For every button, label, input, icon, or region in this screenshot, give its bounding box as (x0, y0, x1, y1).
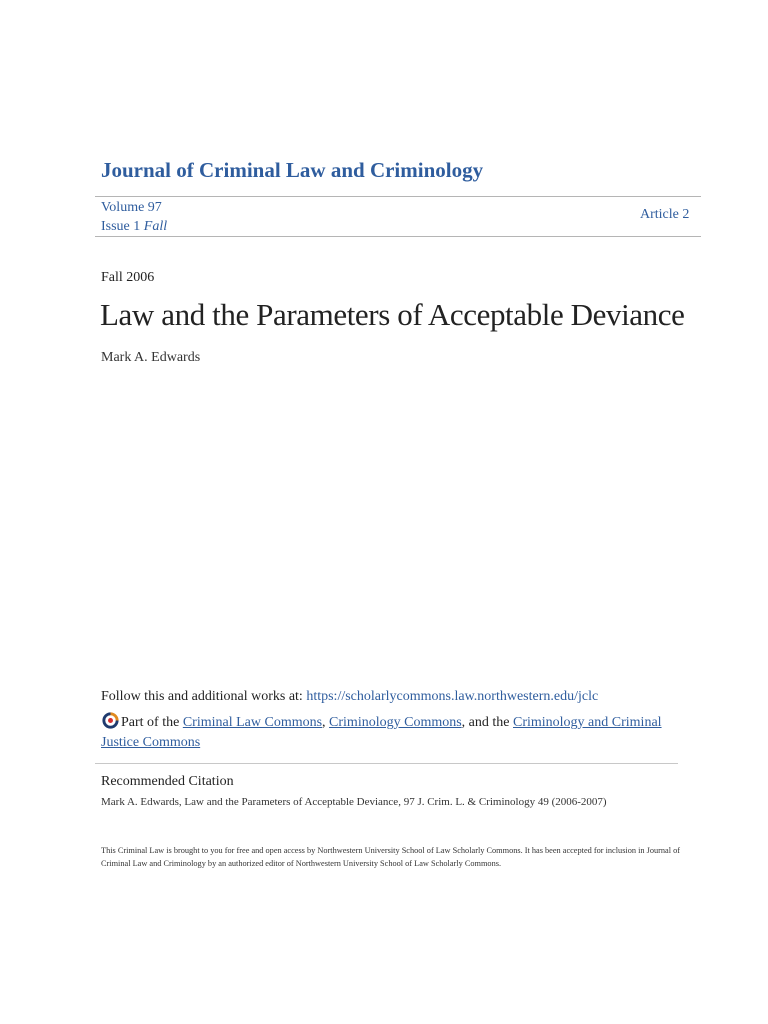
part-of-prefix: Part of the (121, 715, 183, 730)
criminology-commons-link[interactable]: Criminology Commons (329, 715, 462, 730)
article-number[interactable]: Article 2 (640, 207, 690, 222)
article-title: Law and the Parameters of Acceptable Deviance (100, 297, 685, 332)
bepress-network-icon (101, 711, 120, 730)
repository-url-link[interactable]: https://scholarlycommons.law.northwestern.edu/jclc (306, 689, 599, 704)
criminology-criminal-justice-commons-link[interactable]: Criminology and Criminal Justice Commons (101, 715, 662, 750)
issue-season[interactable]: Fall (143, 219, 168, 234)
part-of-line (101, 711, 681, 753)
header-divider-top (95, 196, 701, 197)
follow-line (101, 689, 598, 705)
article-author: Mark A. Edwards (101, 350, 201, 365)
recommended-citation-heading: Recommended Citation (101, 774, 234, 789)
volume-issue-block (101, 198, 167, 236)
citation-divider (95, 763, 678, 764)
criminal-law-commons-link[interactable]: Criminal Law Commons (182, 715, 323, 730)
issue-label[interactable] (101, 217, 167, 236)
follow-prefix: Follow this and additional works at: (101, 689, 307, 704)
part-of-conjunction: , and the (461, 715, 513, 730)
publication-date: Fall 2006 (101, 270, 155, 285)
journal-title-link[interactable]: Journal of Criminal Law and Criminology (101, 158, 484, 182)
header-divider-bottom (95, 236, 701, 237)
access-notice: This Criminal Law is brought to you for free and open access by Northwestern University School of Law Scholarly Commons. It has been accepted for inclusion in Journal of Criminal Law and Criminology by an authorized editor of Northwestern University School of Law Scholarly Commons. (101, 846, 681, 868)
recommended-citation-text: Mark A. Edwards, Law and the Parameters of Acceptable Deviance, 97 J. Crim. L. & Criminology 49 (2006-2007) (101, 796, 607, 808)
issue-number[interactable]: Issue 1 (101, 219, 141, 234)
part-of-separator: , (322, 715, 330, 730)
volume-label[interactable]: Volume 97 (101, 200, 162, 215)
